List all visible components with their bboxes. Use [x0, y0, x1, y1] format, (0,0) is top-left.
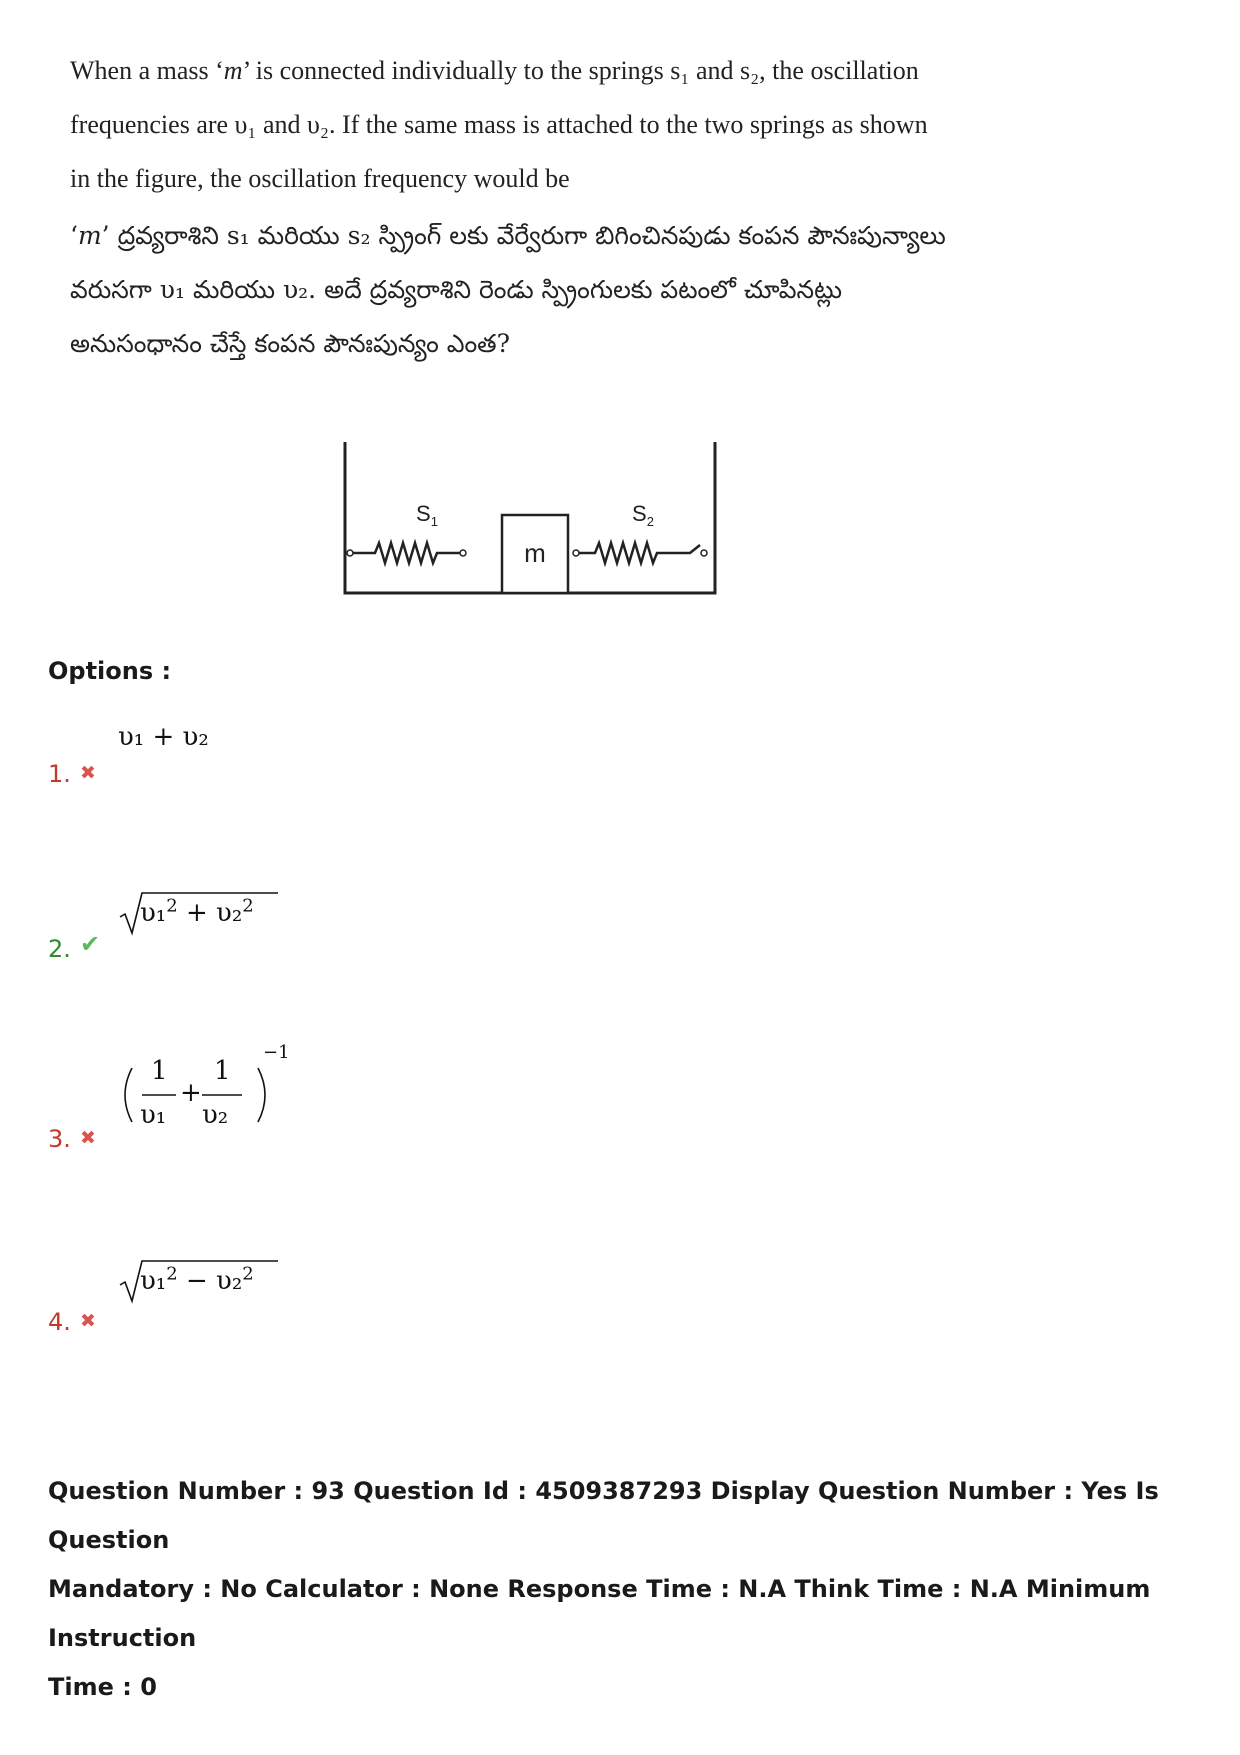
term-1: υ₁	[140, 1265, 167, 1296]
term-2: υ₂	[216, 1265, 243, 1296]
mass-symbol: m	[77, 221, 102, 250]
correct-check-icon: ✔	[80, 930, 101, 958]
operator: +	[185, 897, 208, 928]
options-heading: Options :	[48, 657, 172, 685]
question-text-part: ’ ద్రవ్యరాశిని s₁ మరియు s₂ స్ప్రింగ్ లకు వేర్వేరుగా బిగించినపుడు కంపన పౌనఃపున్యాలు వరుసగా υ₁ మరియు υ₂. అదే ద్రవ్యరాశిని రెండు స్ప్రింగులకు పటంలో చూపినట్లు అనుసంధానం చేస్తే కంపన పౌనఃపున్యం ఎంత?	[70, 221, 946, 358]
option-3-number: 3.	[48, 1125, 71, 1153]
option-1-expression: υ₁ + υ₂	[118, 722, 209, 752]
option-4-expression	[118, 1263, 254, 1296]
spring1-left-anchor	[347, 550, 353, 556]
question-text-telugu	[70, 209, 950, 371]
spring2-label: $S_2$	[632, 501, 654, 529]
question-text-part: When a mass ‘	[70, 56, 224, 85]
spring1-label: $S_1$	[416, 501, 438, 529]
question-text-part: ’ is connected individually to the springs s₁ and s₂, the oscillation frequencies are υ₁ and υ₂. If the same mass is attached to the two springs as shown in the figure, the oscillation frequency would be	[70, 56, 928, 193]
term-2: υ₂	[216, 897, 243, 928]
question-text-part: ‘	[70, 221, 78, 250]
wrong-cross-icon: ✖	[80, 762, 96, 784]
question-metadata	[48, 1467, 1208, 1712]
metadata-line: Mandatory : No Calculator : None Response Time : N.A Think Time : N.A Minimum Instruction	[48, 1575, 1151, 1652]
metadata-line: Time : 0	[48, 1673, 157, 1701]
spring1-coil	[353, 543, 460, 563]
spring2-coil	[579, 543, 700, 563]
wrong-cross-icon: ✖	[80, 1127, 96, 1149]
mass-label: m	[524, 538, 546, 568]
exponent-2: 2	[242, 895, 254, 916]
numerator-2: 1	[214, 1056, 231, 1086]
operator: +	[180, 1078, 202, 1108]
metadata-line: Question Number : 93 Question Id : 4509387293 Display Question Number : Yes Is Question	[48, 1477, 1159, 1554]
option-1-number: 1.	[48, 760, 71, 788]
spring-mass-figure	[340, 440, 720, 610]
option-2-number: 2.	[48, 935, 71, 963]
exponent-2: 2	[242, 1263, 254, 1284]
spring2-right-anchor	[701, 550, 707, 556]
question-text-english	[70, 44, 950, 206]
operator: −	[185, 1265, 208, 1296]
numerator-1: 1	[151, 1056, 168, 1086]
wrong-cross-icon: ✖	[80, 1310, 96, 1332]
option-4-number: 4.	[48, 1308, 71, 1336]
exponent: −1	[263, 1042, 290, 1063]
mass-symbol: m	[223, 56, 243, 85]
denominator-1: υ₁	[140, 1100, 167, 1130]
option-2-expression	[118, 895, 254, 928]
term-1: υ₁	[140, 897, 167, 928]
option-3-expression	[118, 1042, 298, 1140]
exponent-1: 2	[166, 1263, 178, 1284]
denominator-2: υ₂	[202, 1100, 229, 1130]
spring2-left-anchor	[573, 550, 579, 556]
exponent-1: 2	[166, 895, 178, 916]
spring1-right-anchor	[460, 550, 466, 556]
